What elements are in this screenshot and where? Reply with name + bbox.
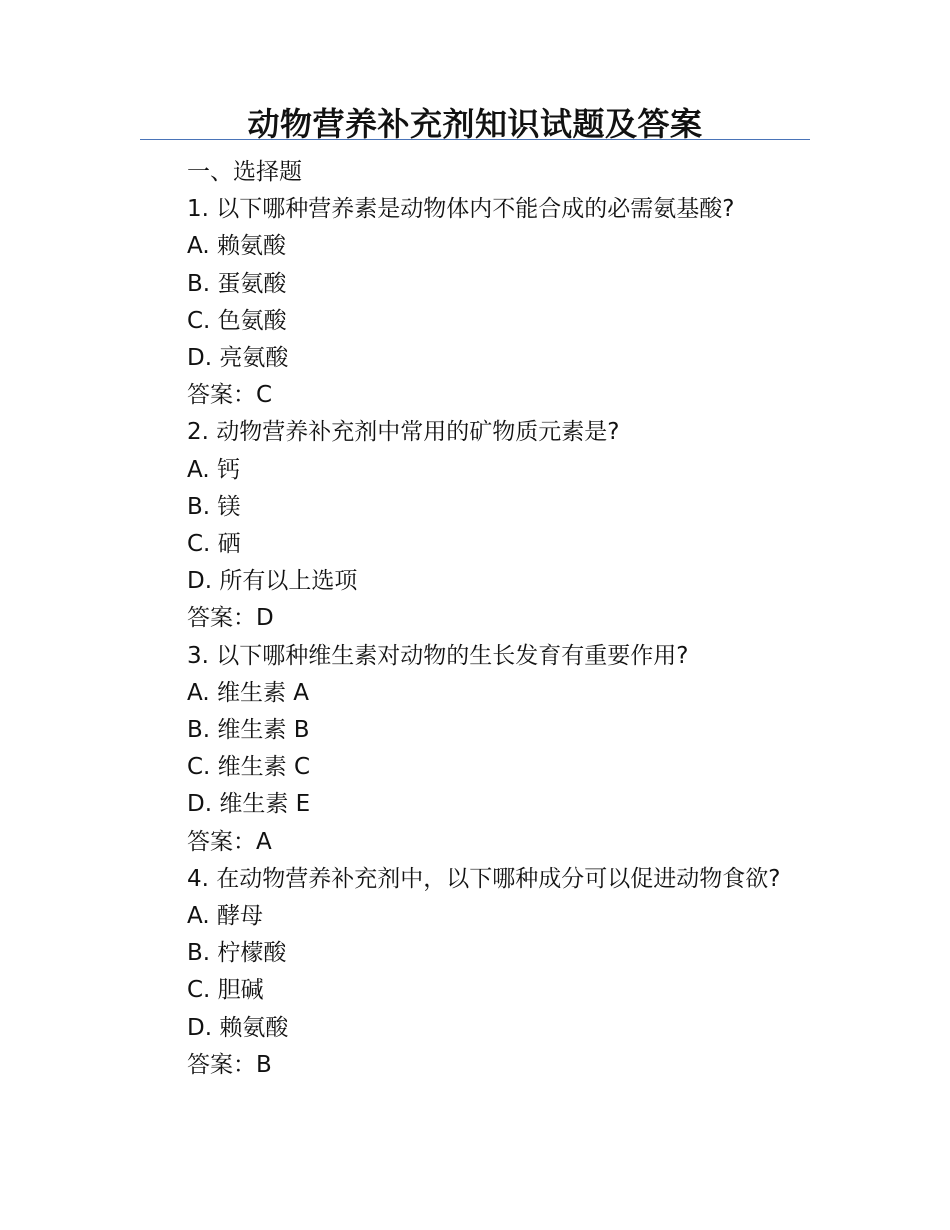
option-a: A. 维生素 A [187, 679, 309, 706]
question-text: 1. 以下哪种营养素是动物体内不能合成的必需氨基酸? [187, 196, 735, 223]
title-underline [140, 139, 810, 140]
option-d: D. 维生素 E [187, 791, 311, 818]
option-b: B. 维生素 B [187, 717, 310, 744]
option-d: D. 亮氨酸 [187, 345, 289, 372]
option-d: D. 赖氨酸 [187, 1014, 289, 1041]
question-block-1 [140, 191, 810, 414]
option-a: A. 钙 [187, 456, 240, 483]
option-c: C. 维生素 C [187, 754, 311, 781]
option-b: B. 蛋氨酸 [187, 270, 287, 297]
question-text: 4. 在动物营养补充剂中，以下哪种成分可以促进动物食欲? [187, 865, 781, 892]
question-text: 3. 以下哪种维生素对动物的生长发育有重要作用? [187, 642, 689, 669]
option-c: C. 色氨酸 [187, 307, 287, 334]
option-c: C. 硒 [187, 531, 241, 558]
question-block-3 [140, 638, 810, 861]
answer-text: 答案：C [187, 382, 273, 409]
question-block-4 [140, 861, 810, 1084]
document-title: 动物营养补充剂知识试题及答案 [247, 105, 703, 143]
answer-text: 答案：B [187, 1051, 272, 1078]
question-text: 2. 动物营养补充剂中常用的矿物质元素是? [187, 419, 620, 446]
document-body [140, 154, 810, 1084]
option-b: B. 柠檬酸 [187, 940, 287, 967]
answer-text: 答案：D [187, 605, 274, 632]
option-c: C. 胆碱 [187, 977, 264, 1004]
answer-text: 答案：A [187, 828, 272, 855]
option-a: A. 酵母 [187, 903, 263, 930]
option-b: B. 镁 [187, 493, 241, 520]
question-block-2 [140, 414, 810, 637]
option-d: D. 所有以上选项 [187, 568, 358, 595]
option-a: A. 赖氨酸 [187, 233, 286, 260]
section-heading: 一、选择题 [187, 159, 302, 185]
